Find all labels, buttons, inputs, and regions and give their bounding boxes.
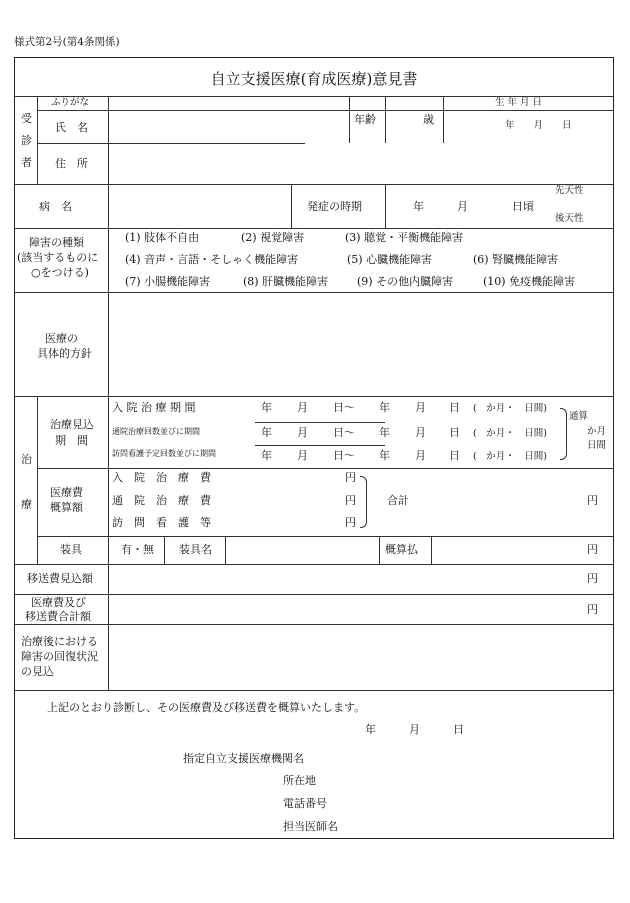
divider [379, 536, 380, 564]
divider [15, 594, 613, 595]
divider [15, 624, 613, 625]
divider [443, 96, 444, 143]
kana-input[interactable] [111, 98, 349, 111]
yen-label: 円 [587, 543, 598, 556]
divider [291, 184, 292, 228]
visit-nursing-period-label: 訪問看護予定回数並びに期間 [112, 449, 216, 458]
recovery-label-1: 治療後における [21, 635, 98, 648]
divider [349, 96, 350, 143]
name-label: 氏 名 [55, 121, 88, 134]
patient-section-label: 受診者 [21, 112, 32, 169]
year-label: 年 [379, 449, 390, 462]
disability-type-option[interactable]: (5) 心臓機能障害 [347, 253, 433, 266]
device-yesno-option[interactable]: 有・無 [121, 543, 154, 556]
month-label: 月 [415, 449, 426, 462]
onset-label: 発症の時期 [307, 200, 362, 213]
day-label: 日 [449, 449, 460, 462]
divider [431, 536, 432, 564]
recovery-textarea[interactable] [111, 628, 609, 690]
disability-label-1: 障害の種類 [29, 236, 84, 249]
month-label: 月 [297, 401, 308, 414]
inpatient-cost-label: 入 院 治 療 費 [112, 471, 211, 484]
outpatient-period-label: 通院治療回数並びに期間 [112, 427, 200, 436]
address-input[interactable] [111, 147, 609, 183]
kana-label: ふりがな [51, 97, 90, 108]
months-days-label: ( か月・ 日間) [473, 403, 547, 414]
disability-type-option[interactable]: (6) 腎臓機能障害 [473, 253, 559, 266]
divider [255, 445, 385, 446]
divider [37, 143, 305, 144]
policy-textarea[interactable] [111, 296, 609, 396]
divider [37, 536, 613, 537]
declaration-date: 年 月 日 [365, 723, 464, 736]
grand-total-label-1: 医療費及び [31, 596, 86, 609]
divider [15, 690, 613, 691]
form-code: 様式第2号(第4条関係) [14, 36, 120, 48]
divider [37, 396, 38, 564]
disease-label: 病 名 [39, 200, 72, 213]
divider [385, 184, 386, 228]
yen-label: 円 [587, 603, 598, 616]
year-label: 年 [261, 401, 272, 414]
divider [108, 96, 109, 690]
day-label: 日 [449, 401, 460, 414]
acquired-option[interactable]: 後天性 [555, 213, 584, 224]
months-days-label: ( か月・ 日間) [473, 428, 547, 439]
recovery-label-2: 障害の回復状況 [21, 650, 98, 663]
location-label: 所在地 [283, 774, 316, 787]
onset-format: 年 月 日頃 [413, 200, 534, 213]
treatment-section-label-1: 治 [21, 453, 32, 466]
total-days-label: 日間 [587, 440, 607, 451]
month-label: 月 [297, 449, 308, 462]
disability-type-option[interactable]: (9) その他内臓障害 [357, 275, 454, 288]
inpatient-period-label: 入 院 治 療 期 間 [112, 401, 196, 414]
declaration-statement: 上記のとおり診断し、その医療費及び移送費を概算いたします。 [47, 701, 366, 714]
disease-input[interactable] [111, 188, 291, 226]
year-label: 年 [379, 401, 390, 414]
brace-icon [360, 476, 367, 528]
total-period-label: 通算 [569, 411, 589, 422]
period-label-2: 期 間 [55, 434, 88, 447]
day-label: 日 [449, 426, 460, 439]
device-label: 装具 [60, 543, 82, 556]
age-label: 年齢 [354, 113, 376, 126]
cost-label-2: 概算額 [50, 501, 83, 514]
yen-label: 円 [587, 494, 598, 507]
divider [385, 96, 386, 143]
disability-type-option[interactable]: (7) 小腸機能障害 [125, 275, 211, 288]
cost-label-1: 医療費 [50, 486, 83, 499]
page-title: 自立支援医療(育成医療)意見書 [210, 70, 418, 88]
day-from-label: 日～ [333, 401, 355, 414]
institution-label: 指定自立支援医療機関名 [183, 752, 304, 765]
divider [15, 228, 613, 229]
congenital-option[interactable]: 先天性 [555, 185, 584, 196]
divider [164, 536, 165, 564]
divider [225, 536, 226, 564]
disability-type-option[interactable]: (2) 視覚障害 [241, 231, 305, 244]
disability-label-2: (該当するものに [17, 251, 99, 264]
divider [255, 422, 385, 423]
year-label: 年 [261, 426, 272, 439]
transport-label: 移送費見込額 [27, 572, 93, 585]
device-name-input[interactable] [229, 539, 379, 563]
divider [15, 564, 613, 565]
total-months-label: か月 [587, 426, 607, 437]
doctor-label: 担当医師名 [283, 820, 338, 833]
visit-nursing-cost-label: 訪 問 看 護 等 [112, 516, 211, 529]
yen-label: 円 [345, 516, 356, 529]
birthdate-label: 生 年 月 日 [495, 97, 543, 108]
recovery-label-3: の見込 [21, 665, 54, 678]
policy-label-2: 具体的方針 [37, 347, 92, 360]
period-label-1: 治療見込 [50, 418, 94, 431]
divider [15, 184, 613, 185]
opinion-form [14, 57, 614, 839]
brace-icon [560, 408, 567, 460]
disability-type-option[interactable]: (8) 肝臓機能障害 [243, 275, 329, 288]
outpatient-cost-label: 通 院 治 療 費 [112, 494, 211, 507]
month-label: 月 [415, 426, 426, 439]
treatment-section-label-2: 療 [21, 498, 32, 511]
divider [37, 96, 38, 184]
yen-label: 円 [345, 494, 356, 507]
month-label: 月 [415, 401, 426, 414]
day-from-label: 日～ [333, 426, 355, 439]
divider [15, 292, 613, 293]
estimated-pay-label: 概算払 [385, 543, 418, 556]
subtotal-label: 合計 [387, 494, 409, 507]
address-label: 住 所 [55, 157, 88, 170]
grand-total-label-2: 移送費合計額 [25, 610, 91, 623]
policy-label-1: 医療の [45, 332, 78, 345]
disability-type-option[interactable]: (10) 免疫機能障害 [483, 275, 576, 288]
yen-label: 円 [345, 471, 356, 484]
disability-type-option[interactable]: (1) 肢体不自由 [125, 231, 200, 244]
yen-label: 円 [587, 572, 598, 585]
disability-type-option[interactable]: (3) 聴覚・平衡機能障害 [345, 231, 464, 244]
day-from-label: 日～ [333, 449, 355, 462]
device-name-label: 装具名 [179, 543, 212, 556]
phone-label: 電話番号 [283, 797, 327, 810]
disability-type-option[interactable]: (4) 音声・言語・そしゃく機能障害 [125, 253, 299, 266]
divider [37, 468, 613, 469]
age-unit: 歳 [423, 113, 434, 126]
name-input[interactable] [111, 114, 349, 142]
year-label: 年 [379, 426, 390, 439]
year-label: 年 [261, 449, 272, 462]
birthdate-format: 年 月 日 [505, 120, 572, 131]
disability-label-3: ○をつける) [31, 266, 89, 279]
month-label: 月 [297, 426, 308, 439]
divider [15, 396, 613, 397]
months-days-label: ( か月・ 日間) [473, 451, 547, 462]
